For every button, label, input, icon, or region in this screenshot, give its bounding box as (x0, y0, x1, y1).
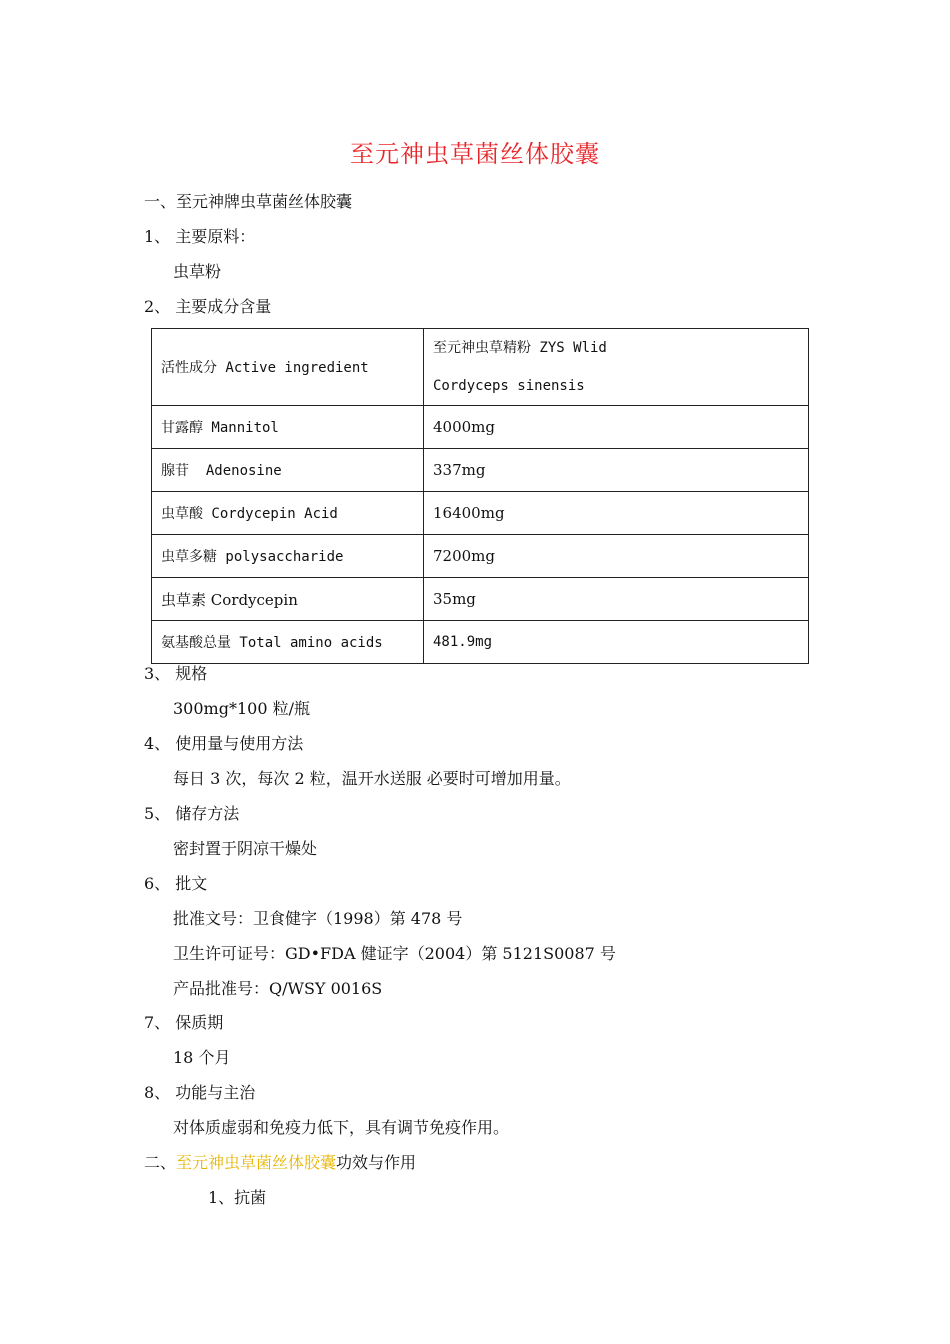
document-title: 至元神虫草菌丝体胶囊 (350, 140, 600, 168)
item-4-heading: 4、 使用量与使用方法 (144, 734, 304, 753)
table-cell-value: 35mg (424, 578, 809, 621)
item-6-text-1: 批准文号：卫食健字（1998）第 478 号 (173, 909, 463, 928)
ingredient-table (151, 328, 809, 664)
table-cell-name: 虫草多糖 polysaccharide (152, 535, 424, 578)
table-cell-name: 腺苷 Adenosine (152, 449, 424, 492)
item-1-text: 虫草粉 (173, 262, 222, 281)
table-row (152, 621, 809, 664)
table-header-right-line-1: 至元神虫草精粉 ZYS Wlid (433, 340, 607, 356)
item-5-text: 密封置于阴凉干燥处 (173, 839, 318, 858)
item-3-heading: 3、 规格 (144, 664, 208, 683)
table-header-row (152, 329, 809, 406)
table-cell-value: 16400mg (424, 492, 809, 535)
item-3-text: 300mg*100 粒/瓶 (173, 699, 310, 718)
item-1-heading: 1、 主要原料： (144, 227, 256, 246)
item-8-heading: 8、 功能与主治 (144, 1083, 256, 1102)
item-6-text-3: 产品批准号：Q/WSY 0016S (173, 979, 383, 998)
table-row (152, 492, 809, 535)
section-2-heading (144, 1152, 416, 1174)
table-header-left: 活性成分 Active ingredient (152, 329, 424, 406)
table-cell-name: 氨基酸总量 Total amino acids (152, 621, 424, 664)
table-row (152, 449, 809, 492)
item-4-text: 每日 3 次，每次 2 粒，温开水送服 必要时可增加用量。 (173, 769, 571, 788)
item-7-heading: 7、 保质期 (144, 1013, 224, 1032)
table-cell-value: 4000mg (424, 406, 809, 449)
item-6-heading: 6、 批文 (144, 874, 208, 893)
table-header-right-line-2: Cordyceps sinensis (433, 378, 585, 394)
table-row (152, 535, 809, 578)
table-cell-value: 481.9mg (424, 621, 809, 664)
item-7-text: 18 个月 (173, 1048, 231, 1067)
item-8-text: 对体质虚弱和免疫力低下，具有调节免疫作用。 (173, 1118, 510, 1137)
table-cell-name: 虫草素 Cordycepin (152, 578, 424, 621)
section-1-heading: 一、至元神牌虫草菌丝体胶囊 (144, 192, 353, 211)
section-2-highlight: 至元神虫草菌丝体胶囊 (176, 1153, 337, 1172)
section-2-sub-1: 1、抗菌 (208, 1188, 267, 1207)
table-row (152, 406, 809, 449)
section-2-suffix: 功效与作用 (336, 1153, 417, 1172)
table-cell-name: 虫草酸 Cordycepin Acid (152, 492, 424, 535)
table-cell-name: 甘露醇 Mannitol (152, 406, 424, 449)
item-2-heading: 2、 主要成分含量 (144, 297, 272, 316)
item-5-heading: 5、 储存方法 (144, 804, 240, 823)
item-6-text-2: 卫生许可证号：GD•FDA 健证字（2004）第 5121S0087 号 (173, 944, 616, 963)
table-cell-value: 7200mg (424, 535, 809, 578)
table-row (152, 578, 809, 621)
table-cell-value: 337mg (424, 449, 809, 492)
table-header-right (424, 329, 809, 406)
section-2-prefix: 二、 (144, 1153, 177, 1172)
